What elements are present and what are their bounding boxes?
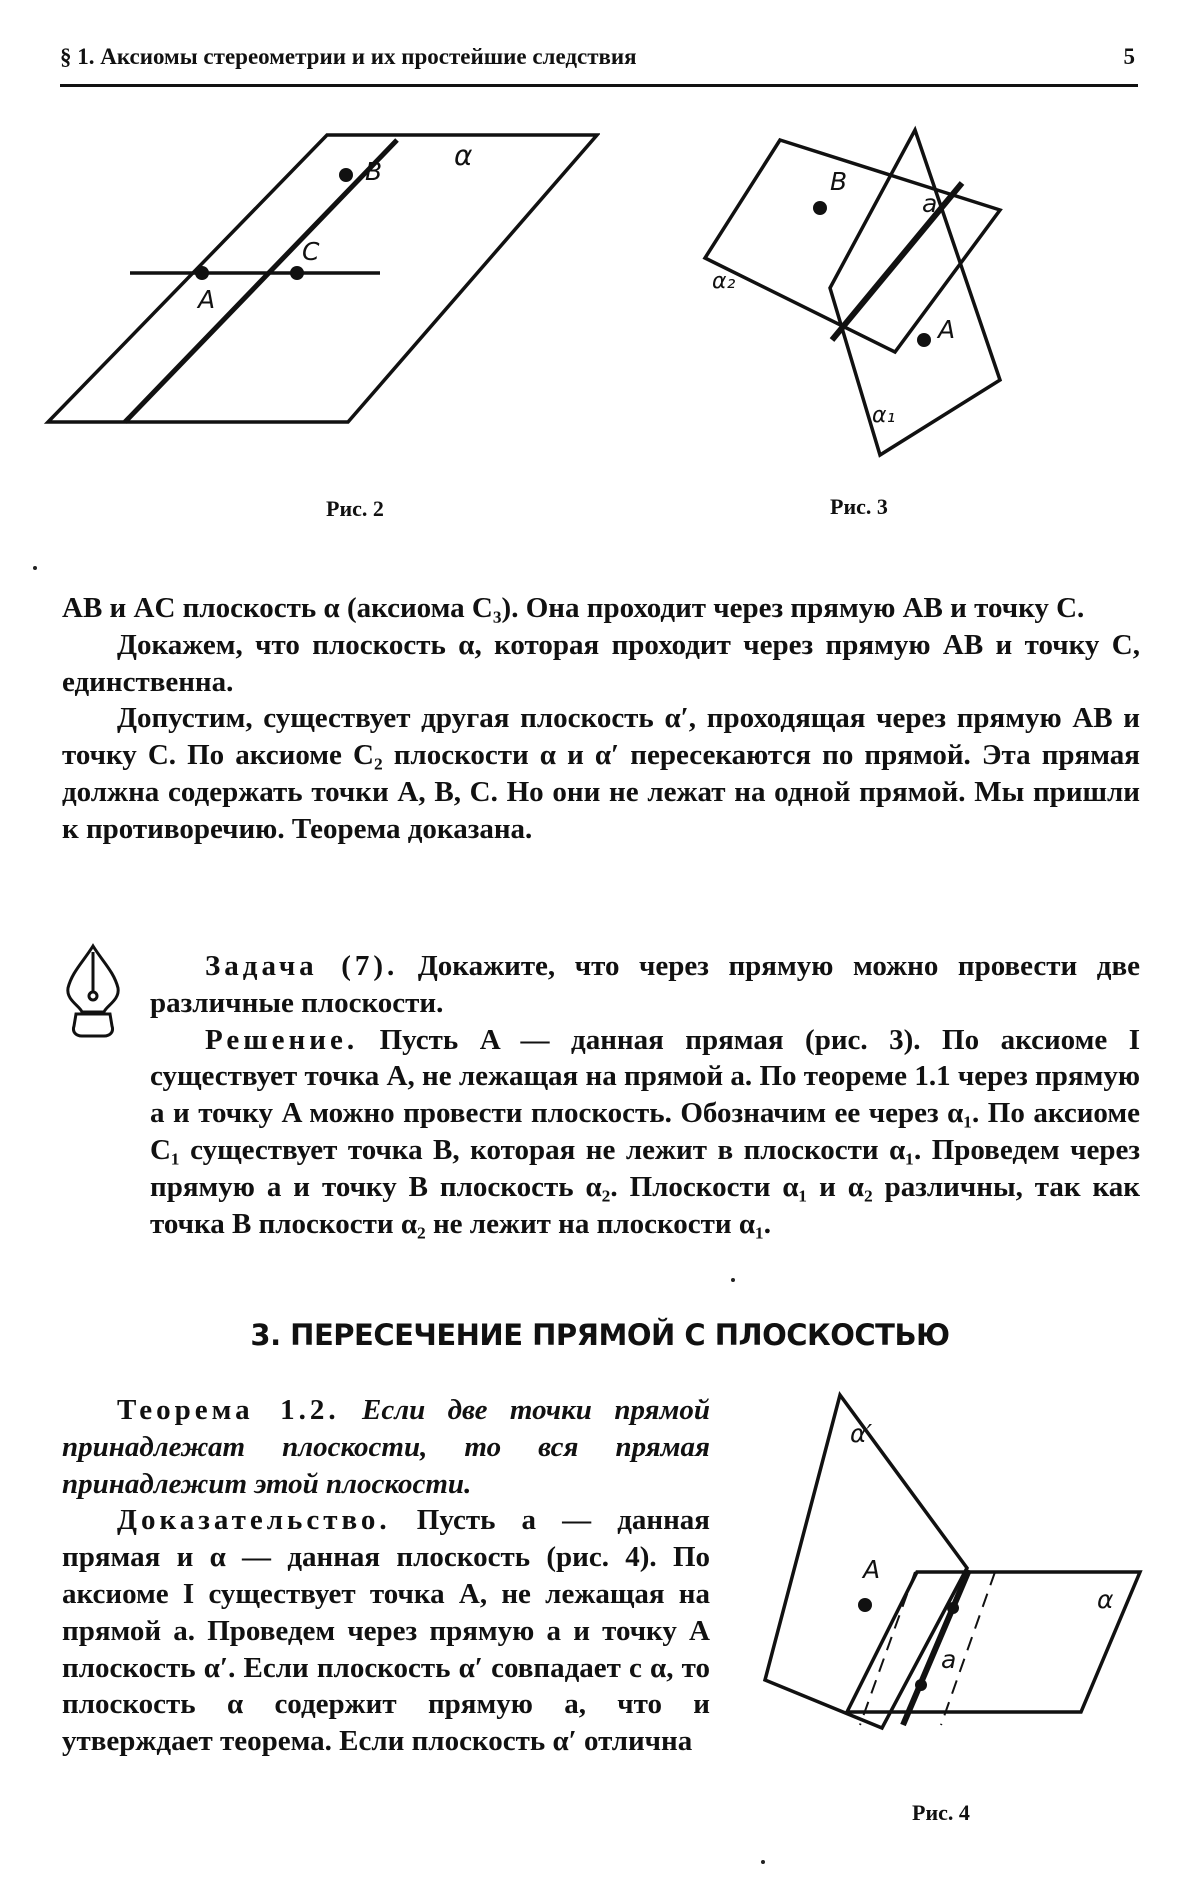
label-a-line: a [941, 1645, 957, 1674]
label-b: B [365, 157, 383, 186]
figure-2-drawing [40, 120, 600, 440]
theorem-statement: Если две точки прямой принадлежат плоскости, то вся прямая принадлежит этой плоскости. [62, 1394, 710, 1500]
theorem-block [62, 1392, 710, 1760]
label-b: B [830, 167, 848, 196]
point-b-dot [339, 168, 353, 182]
figure-4 [755, 1380, 1155, 1760]
proof-paragraph [62, 1502, 710, 1760]
solution-label: Решение. [205, 1023, 359, 1056]
section-heading: 3. ПЕРЕСЕЧЕНИЕ ПРЯМОЙ С ПЛОСКОСТЬЮ [250, 1318, 950, 1352]
figure-3-caption: Рис. 3 [830, 494, 888, 519]
running-header-title: § 1. Аксиомы стереометрии и их простейшие следствия [60, 44, 637, 69]
figure-4-drawing [755, 1380, 1155, 1760]
proof-text: Пусть a — данная прямая и α — данная плоскость (рис. 4). По аксиоме I существует точка A, не лежащая на прямой a. Проведем через прямую a и точку A плоскость α′. Если плоскость α′ совпадает с α, то плоскость α содержит прямую a, что и утверждает теорема. Если плоскость α′ отлична [62, 1504, 710, 1758]
solution-paragraph [150, 1022, 1140, 1243]
label-a: A [198, 285, 216, 314]
point-a-dot [917, 333, 931, 347]
paragraph-1: AB и AC плоскость α (аксиома C₃). Она проходит через прямую AB и точку C. [62, 592, 1085, 624]
label-c: C [302, 237, 320, 266]
label-alpha1: α₁ [872, 403, 896, 428]
main-text [62, 590, 1140, 848]
print-speck [761, 1860, 765, 1864]
task-text: Докажите, что через прямую можно провести две различные плоскости. [150, 950, 1140, 1019]
point-a-dot [858, 1598, 872, 1612]
running-header [60, 44, 1135, 70]
theorem-paragraph [62, 1392, 710, 1502]
point-a-dot [195, 266, 209, 280]
label-alpha: α [454, 139, 473, 172]
line-point-upper [947, 1602, 959, 1614]
print-speck [33, 566, 37, 570]
label-a-line: a [922, 189, 938, 218]
line-point-lower [915, 1679, 927, 1691]
fountain-pen-nib-icon [58, 940, 128, 1044]
point-c-dot [290, 266, 304, 280]
plane-alpha1 [830, 130, 1000, 455]
label-alpha2: α₂ [712, 269, 736, 294]
solution-text: Пусть A — данная прямая (рис. 3). По аксиоме I существует точка A, не лежащая на прямой a. По теореме 1.1 через прямую a и точку A можно провести плоскость. Обозначим ее через α₁. По аксиоме C₁ существует точка B, которая не лежит в плоскости α₁. Проведем через прямую a и точку B плоскость α₂. Плоскости α₁ и α₂ различны, так как точка B плоскости α₂ не лежит на плоскости α₁. [150, 1023, 1140, 1240]
figure-2-caption: Рис. 2 [326, 496, 384, 521]
figure-3 [700, 110, 1020, 460]
label-a-point: A [938, 315, 956, 344]
task-block [150, 948, 1140, 1242]
label-alpha-prime: α′ [850, 1419, 873, 1448]
header-rule [60, 84, 1138, 87]
figure-2 [40, 120, 600, 440]
task-label: Задача (7). [205, 950, 399, 982]
figure-3-drawing [700, 110, 1020, 460]
plane-alpha-parallelogram [48, 135, 597, 422]
label-alpha: α [1097, 1585, 1114, 1614]
page-number: 5 [1123, 44, 1135, 69]
task-paragraph [150, 948, 1140, 1022]
label-a-point: A [863, 1555, 881, 1584]
paragraph-2: Докажем, что плоскость α, которая проходит через прямую AB и точку C, единственна. [62, 628, 1140, 698]
figure-4-caption: Рис. 4 [912, 1800, 970, 1825]
theorem-label: Теорема 1.2. [117, 1394, 340, 1426]
paragraph-3: Допустим, существует другая плоскость α′, проходящая через прямую AB и точку C. По аксиоме C₂ плоскости α и α′ пересекаются по прямой. Эта прямая должна содержать точки A, B, C. Но они не лежат на одной прямой. Мы пришли к противоречию. Теорема доказана. [62, 702, 1140, 845]
point-b-dot [813, 201, 827, 215]
line-a [903, 1570, 969, 1725]
proof-label: Доказательство. [117, 1504, 391, 1537]
line-ab [125, 140, 397, 422]
print-speck [731, 1278, 735, 1282]
